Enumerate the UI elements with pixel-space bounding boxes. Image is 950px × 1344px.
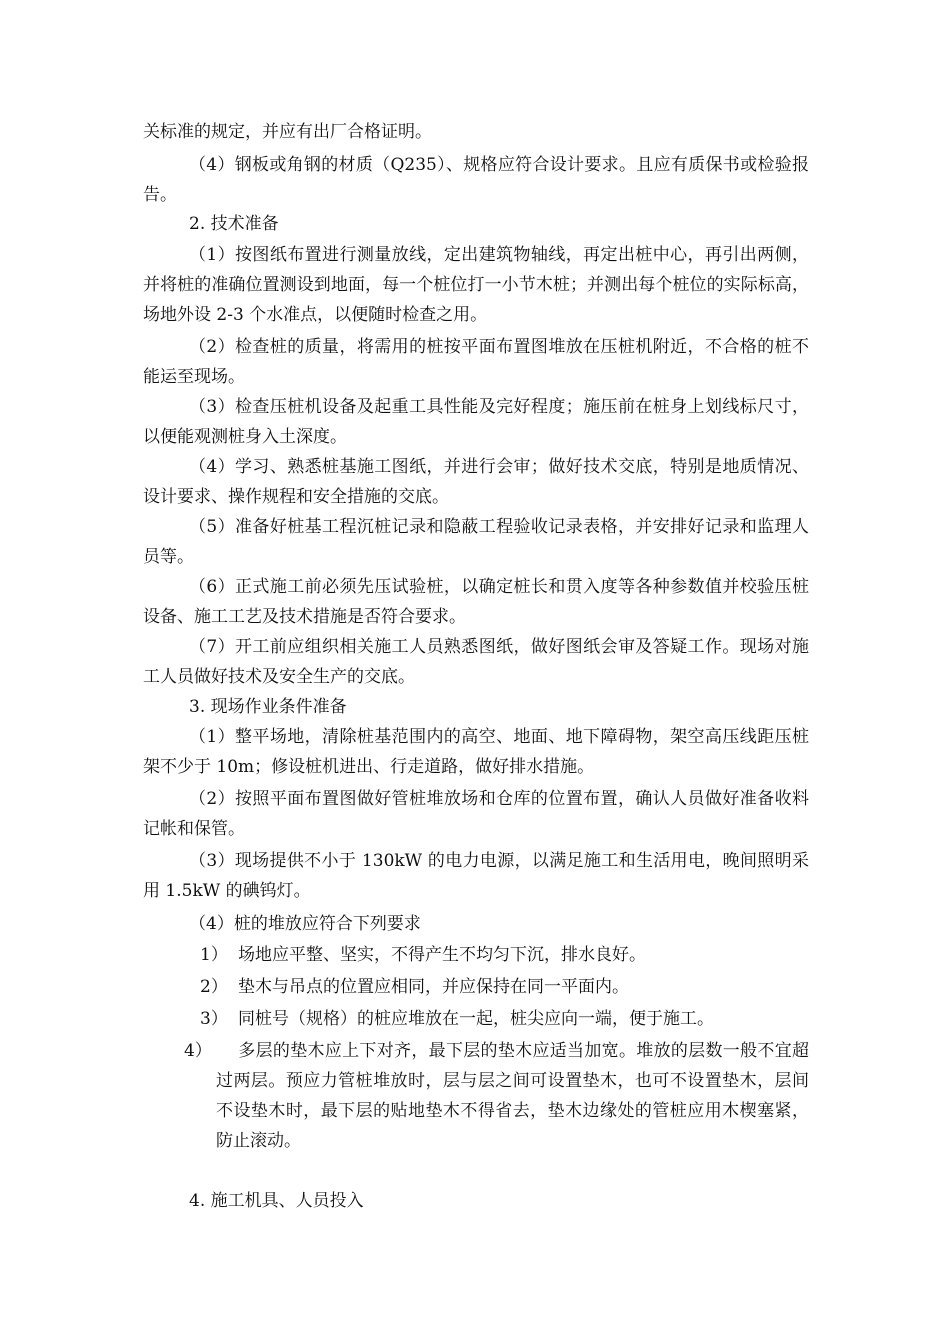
list-item bbox=[200, 972, 809, 1002]
paragraph-tech-7: （7）开工前应组织相关施工人员熟悉图纸，做好图纸会审及答疑工作。现场对施工人员做好技术及安全生产的交底。 bbox=[143, 637, 809, 687]
list-item bbox=[184, 1036, 809, 1156]
list-item bbox=[200, 1004, 809, 1034]
section-heading-equipment-personnel: 4. 施工机具、人员投入 bbox=[189, 1191, 364, 1211]
list-item-text: 垫木与吊点的位置应相同，并应保持在同一平面内。 bbox=[238, 977, 629, 997]
list-item-number: 1） bbox=[200, 945, 228, 965]
list-item-number: 4） bbox=[184, 1041, 212, 1061]
paragraph-tech-1: （1）按图纸布置进行测量放线，定出建筑物轴线，再定出桩中心，再引出两侧，并将桩的准确位置测设到地面，每一个桩位打一小节木桩；并测出每个桩位的实际标高，场地外设 2-3 个水准点，以便随时检查之用。 bbox=[143, 245, 809, 325]
list-item bbox=[200, 940, 809, 970]
list-item-number: 3） bbox=[200, 1009, 228, 1029]
list-item-text: 同桩号（规格）的桩应堆放在一起，桩尖应向一端，便于施工。 bbox=[238, 1009, 714, 1029]
list-item-text: 多层的垫木应上下对齐，最下层的垫木应适当加宽。堆放的层数一般不宜超过两层。预应力管桩堆放时，层与层之间可设置垫木，也可不设置垫木，层间不设垫木时，最下层的贴地垫木不得省去，垫木边缘处的管桩应用木楔塞紧，防止滚动。 bbox=[216, 1041, 809, 1151]
paragraph-site-2: （2）按照平面布置图做好管桩堆放场和仓库的位置布置，确认人员做好准备收料记帐和保管。 bbox=[143, 789, 809, 839]
paragraph-tech-3: （3）检查压桩机设备及起重工具性能及完好程度；施压前在桩身上划线标尺寸，以便能观测桩身入土深度。 bbox=[143, 397, 809, 447]
paragraph-site-4: （4）桩的堆放应符合下列要求 bbox=[189, 914, 421, 934]
paragraph-site-3: （3）现场提供不小于 130kW 的电力电源，以满足施工和生活用电，晚间照明采用 1.5kW 的碘钨灯。 bbox=[143, 851, 809, 901]
paragraph-tech-4: （4）学习、熟悉桩基施工图纸，并进行会审；做好技术交底，特别是地质情况、设计要求、操作规程和安全措施的交底。 bbox=[143, 457, 809, 507]
list-item-number: 2） bbox=[200, 977, 228, 997]
paragraph-tech-2: （2）检查桩的质量，将需用的桩按平面布置图堆放在压桩机附近，不合格的桩不能运至现场。 bbox=[143, 337, 809, 387]
section-heading-site-conditions: 3. 现场作业条件准备 bbox=[189, 697, 347, 717]
list-item-text: 场地应平整、坚实，不得产生不均匀下沉，排水良好。 bbox=[238, 945, 646, 965]
paragraph-material-4: （4）钢板或角钢的材质（Q235）、规格应符合设计要求。且应有质保书或检验报告。 bbox=[143, 155, 809, 205]
paragraph-site-1: （1）整平场地，清除桩基范围内的高空、地面、地下障碍物，架空高压线距压桩架不少于 10m；修设桩机进出、行走道路，做好排水措施。 bbox=[143, 727, 809, 777]
paragraph-tech-5: （5）准备好桩基工程沉桩记录和隐蔽工程验收记录表格，并安排好记录和监理人员等。 bbox=[143, 517, 809, 567]
paragraph-tech-6: （6）正式施工前必须先压试验桩，以确定桩长和贯入度等各种参数值并校验压桩设备、施工工艺及技术措施是否符合要求。 bbox=[143, 577, 809, 627]
paragraph-continuation: 关标准的规定，并应有出厂合格证明。 bbox=[143, 122, 432, 142]
section-heading-technical-prep: 2. 技术准备 bbox=[189, 214, 279, 234]
